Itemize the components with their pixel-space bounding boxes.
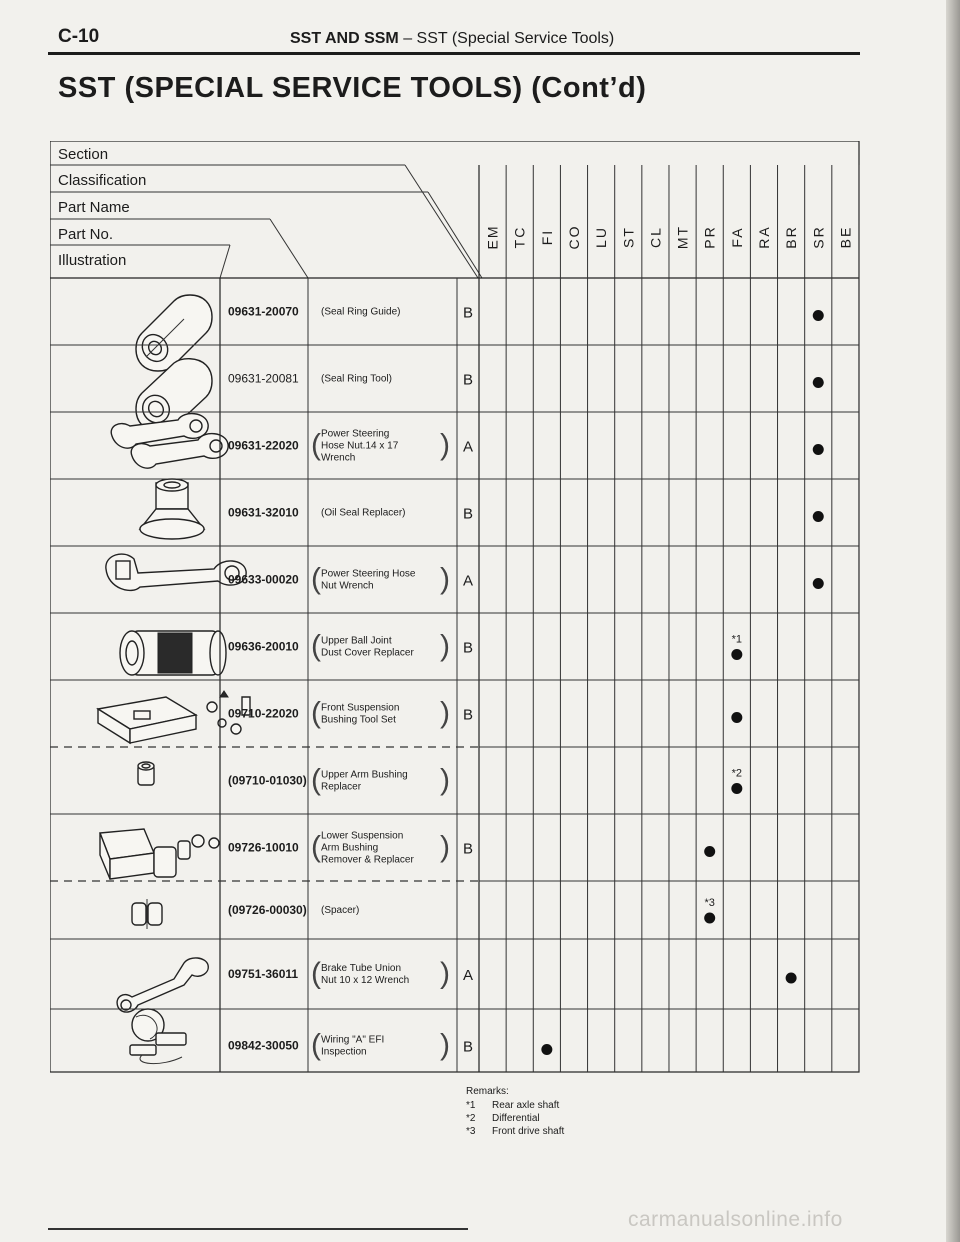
section-mark-dot (704, 846, 715, 857)
header-section-label: Section (58, 146, 109, 163)
part-name-line: (Oil Seal Replacer) (321, 507, 406, 519)
part-name-open-paren: ( (311, 1028, 321, 1062)
classification-letter: B (462, 371, 474, 389)
part-name-line: Replacer (321, 781, 362, 793)
section-code-label: LU (593, 226, 610, 248)
running-title-rest: – SST (Special Service Tools) (398, 30, 615, 47)
header-classification-label: Classification (58, 172, 147, 189)
part-name-line: Arm Bushing (321, 842, 379, 854)
classification-letter: B (462, 840, 474, 858)
section-code-label: SR (810, 225, 827, 249)
part-name-line: Front Suspension (321, 702, 400, 714)
classification-letter: A (462, 572, 474, 590)
part-name-close-paren: ) (440, 830, 450, 864)
section-code-label: BE (837, 225, 854, 249)
part-name-close-paren: ) (440, 562, 450, 596)
part-number: 09842-30050 (228, 1038, 299, 1053)
classification-letter: B (462, 304, 474, 322)
section-mark-dot (813, 578, 824, 589)
part-name-line: Hose Nut.14 x 17 (321, 440, 399, 452)
remark-mark: *3 (466, 1126, 476, 1137)
part-name-open-paren: ( (311, 763, 321, 797)
remark-item (466, 1112, 564, 1125)
section-code-label: PR (701, 225, 718, 249)
part-name-line: Dust Cover Replacer (321, 647, 414, 659)
part-name-open-paren: ( (311, 428, 321, 462)
part-number: 09633-00020 (228, 572, 299, 587)
part-number: 09631-22020 (228, 438, 299, 453)
section-mark-dot (813, 511, 824, 522)
part-number: 09631-20070 (228, 304, 299, 319)
section-mark-note: *2 (731, 767, 743, 780)
header-illustration-label: Illustration (58, 252, 127, 269)
part-name-line: Lower Suspension (321, 830, 404, 842)
page-title: SST (SPECIAL SERVICE TOOLS) (Cont’d) (58, 72, 647, 104)
running-title (290, 30, 614, 48)
part-name-close-paren: ) (440, 763, 450, 797)
part-name-close-paren: ) (440, 1028, 450, 1062)
part-name-line: Brake Tube Union (321, 963, 402, 974)
part-name-close-paren: ) (440, 696, 450, 730)
part-number: (09726-00030) (228, 903, 307, 917)
part-name-line: Upper Arm Bushing (321, 769, 408, 781)
oil-seal-replacer-illustration (140, 479, 204, 539)
part-name-close-paren: ) (440, 629, 450, 663)
part-name-line: Power Steering (321, 428, 390, 440)
section-code-label: FI (538, 228, 555, 246)
spacer-illustration (132, 899, 162, 929)
part-name-line: Bushing Tool Set (321, 714, 396, 726)
classification-letter: A (462, 438, 474, 456)
part-name-open-paren: ( (311, 562, 321, 596)
section-code-label: TC (511, 225, 528, 249)
part-name-line: (Seal Ring Tool) (321, 373, 392, 385)
part-name-open-paren: ( (311, 629, 321, 663)
remark-mark: *2 (466, 1113, 476, 1124)
part-name-line: Upper Ball Joint (321, 635, 392, 647)
section-mark-dot (541, 1044, 552, 1055)
section-mark-dot (813, 377, 824, 388)
remark-text: Differential (492, 1113, 540, 1124)
header-frame (50, 141, 859, 1072)
seal-ring-guide-illustration (136, 295, 212, 371)
running-title-bold: SST AND SSM (290, 30, 399, 47)
part-name-close-paren: ) (440, 428, 450, 462)
part-name-line: Inspection (321, 1046, 367, 1058)
section-code-label: CO (565, 224, 582, 250)
part-name-open-paren: ( (311, 696, 321, 730)
part-name-open-paren: ( (311, 830, 321, 864)
classification-letter: B (462, 706, 474, 724)
sst-table (50, 141, 860, 1073)
section-code-label: BR (783, 225, 800, 249)
section-mark-dot (813, 444, 824, 455)
page-number: C-10 (58, 26, 100, 47)
part-number: 09751-36011 (228, 967, 299, 981)
page-edge-shadow (946, 0, 960, 1242)
bottom-rule (48, 1228, 468, 1230)
section-mark-dot (731, 712, 742, 723)
section-code-label: RA (755, 225, 772, 249)
part-name-line: Remover & Replacer (321, 854, 414, 866)
power-steering-hose-nut-wrench-long-illustration (106, 554, 246, 590)
part-name-line: Nut 10 x 12 Wrench (321, 975, 410, 986)
part-number: 09726-10010 (228, 840, 299, 855)
remark-text: Rear axle shaft (492, 1100, 560, 1111)
classification-letter: A (462, 967, 474, 984)
part-name-line: Wrench (321, 452, 356, 464)
part-name-line: Nut Wrench (321, 580, 374, 592)
part-name-line: Wiring "A" EFI (321, 1034, 385, 1046)
part-name-open-paren: ( (311, 957, 321, 990)
section-code-label: CL (647, 226, 664, 248)
upper-arm-bushing-replacer-illustration (138, 762, 154, 785)
header-part-name-label: Part Name (58, 199, 130, 216)
remarks (466, 1085, 564, 1138)
section-code-label: ST (620, 226, 637, 248)
section-code-label: FA (728, 226, 745, 248)
upper-ball-joint-dust-cover-replacer-illustration (120, 631, 226, 675)
wiring-efi-inspection-illustration (130, 1009, 186, 1064)
part-name-line: (Seal Ring Guide) (321, 306, 401, 318)
section-mark-dot (786, 973, 797, 984)
classification-letter: B (462, 1038, 474, 1056)
part-name-line: (Spacer) (321, 905, 360, 916)
section-mark-dot (704, 913, 715, 924)
section-mark-dot (731, 649, 742, 660)
part-name-close-paren: ) (440, 957, 450, 990)
sst-table-svg (50, 141, 860, 1073)
remark-text: Front drive shaft (492, 1126, 565, 1137)
header-part-no-label: Part No. (58, 226, 114, 243)
section-mark-dot (731, 783, 742, 794)
remark-item (466, 1099, 564, 1112)
part-name-line: Power Steering Hose (321, 568, 416, 580)
header-rule (48, 52, 860, 55)
part-number: 09631-32010 (228, 505, 299, 520)
section-code-label: MT (674, 224, 691, 250)
part-number: 09636-20010 (228, 639, 299, 654)
remark-mark: *1 (466, 1100, 476, 1111)
lower-suspension-arm-bushing-remover-replacer-illustration (100, 829, 219, 879)
part-number: (09710-01030) (228, 773, 307, 788)
part-number: 09631-20081 (228, 371, 299, 386)
watermark: carmanualsonline.info (628, 1208, 843, 1231)
section-mark-note: *1 (731, 633, 743, 646)
classification-letter: B (462, 639, 474, 657)
power-steering-hose-nut-wrench-illustration (111, 414, 228, 469)
section-mark-note: *3 (704, 897, 715, 909)
remarks-title: Remarks: (466, 1086, 509, 1097)
brake-tube-union-nut-wrench-illustration (117, 958, 208, 1012)
remark-item (466, 1125, 564, 1138)
section-code-label: EM (484, 224, 501, 250)
part-number: 09710-22020 (228, 706, 299, 721)
classification-letter: B (462, 505, 474, 523)
section-mark-dot (813, 310, 824, 321)
